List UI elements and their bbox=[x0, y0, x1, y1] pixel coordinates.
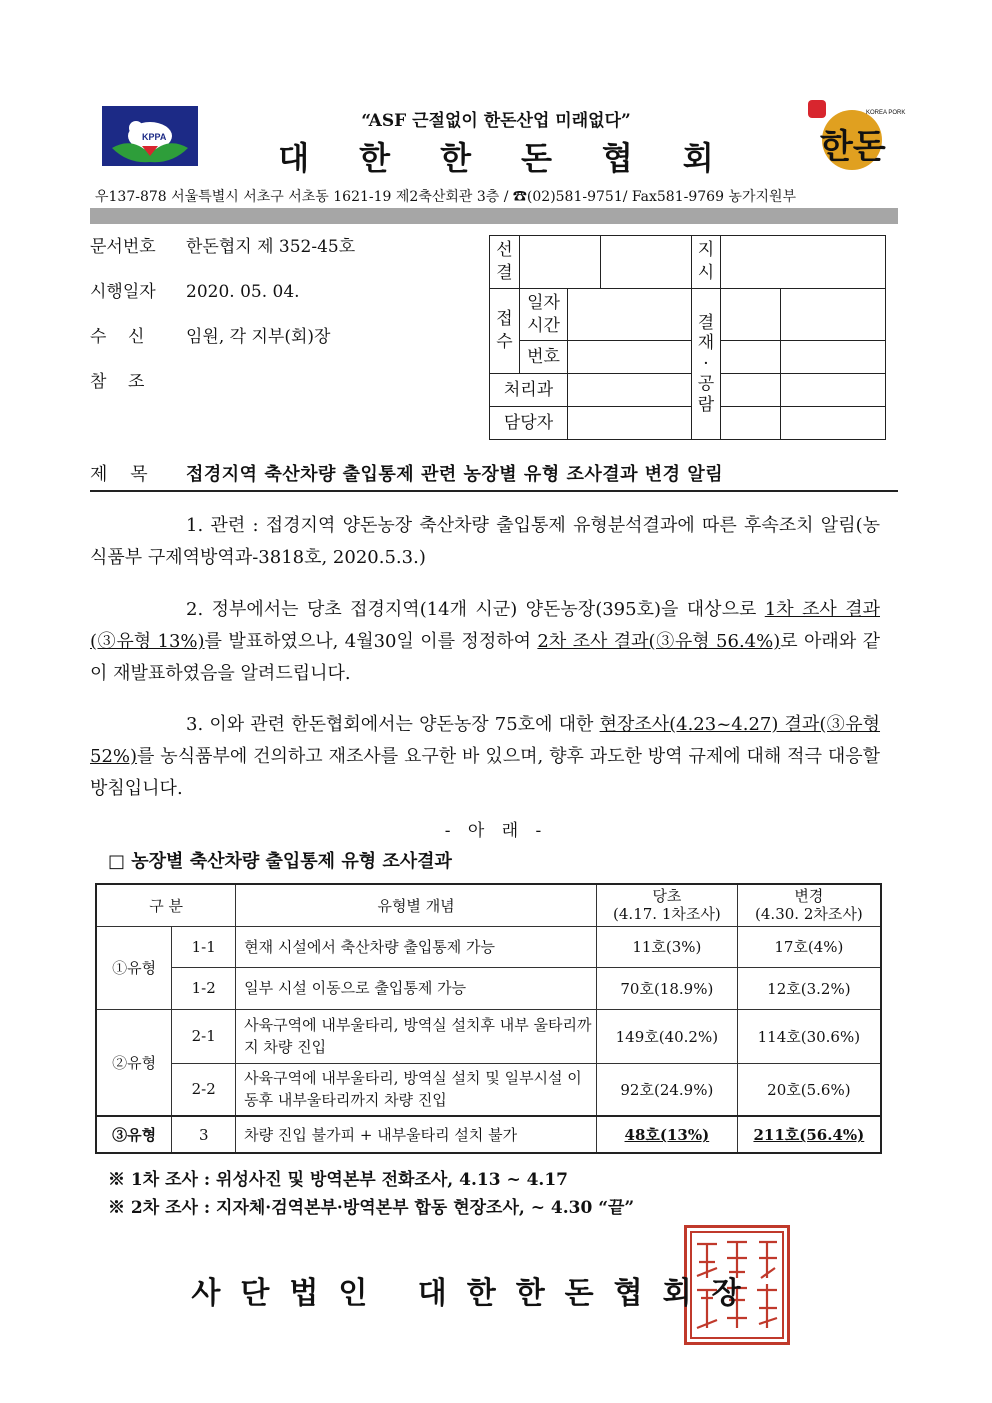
group-cell: ①유형 bbox=[96, 926, 172, 1009]
damdangja-cell bbox=[568, 407, 692, 440]
header-original-title: 당초 bbox=[652, 887, 682, 906]
section-title: □ 농장별 축산차량 출입통제 유형 조사결과 bbox=[108, 851, 452, 872]
paragraph-2-underline-1: 1차 조사 결과(③유형 13%) bbox=[90, 599, 880, 652]
paragraph-3-text-a: 3. 이와 관련 한돈협회에서는 양돈농장 75호에 대한 bbox=[186, 714, 600, 735]
paragraph-2-text-c: 로 아래와 같이 재발표하였음을 알려드립니다. bbox=[90, 631, 880, 684]
gyeoljae-label: 결 재 · 공 람 bbox=[692, 289, 721, 440]
seon-gyeol-cell-2 bbox=[601, 236, 692, 289]
gyeoljae-cell bbox=[721, 289, 781, 341]
paragraph-3-underline: 현장조사(4.23~4.27) 결과(③유형 52%) bbox=[90, 714, 881, 767]
changed-cell: 20호(5.6%) bbox=[737, 1063, 881, 1116]
original-cell: 11호(3%) bbox=[597, 926, 738, 967]
damdangja-label: 담당자 bbox=[490, 407, 568, 440]
table-row bbox=[96, 967, 881, 1009]
original-cell: 149호(40.2%) bbox=[597, 1009, 738, 1063]
gyeoljae-cell bbox=[781, 289, 886, 341]
table-header-row bbox=[96, 884, 881, 926]
header-changed bbox=[737, 884, 881, 926]
subject-label: 제 목 bbox=[90, 464, 148, 485]
concept-cell: 차량 진입 불가피 + 내부울타리 설치 불가 bbox=[236, 1116, 597, 1153]
paragraph-2-text-b: 를 발표하였으나, 4월30일 이를 정정하여 bbox=[204, 631, 538, 652]
ilja-sigan-label: 일자 시간 bbox=[520, 289, 568, 341]
beonho-label: 번호 bbox=[520, 341, 568, 374]
changed-cell: 12호(3.2%) bbox=[737, 967, 881, 1009]
header-concept: 유형별 개념 bbox=[236, 884, 597, 926]
svg-text:한돈: 한돈 bbox=[820, 127, 886, 167]
org-name: 대한한돈협회 bbox=[278, 139, 764, 177]
seon-gyeol-cell-1 bbox=[520, 236, 601, 289]
code-cell: 2-1 bbox=[172, 1009, 236, 1063]
results-table bbox=[95, 883, 882, 1154]
group-cell: ②유형 bbox=[96, 1009, 172, 1116]
gyeoljae-cell bbox=[781, 341, 886, 374]
concept-cell: 사육구역에 내부울타리, 방역실 설치 및 일부시설 이동후 내부울타리까지 차량 진입 bbox=[236, 1063, 597, 1116]
table-row bbox=[96, 1116, 881, 1153]
table-row bbox=[96, 1009, 881, 1063]
paragraph-2 bbox=[90, 594, 880, 690]
gyeoljae-cell bbox=[781, 374, 886, 407]
svg-text:KPPA: KPPA bbox=[142, 132, 167, 142]
address-line: 우137-878 서울특별시 서초구 서초동 1621-19 제2축산회관 3층 / ☎(02)581-9751/ Fax581-9769 농가지원부 bbox=[95, 189, 797, 205]
table-row bbox=[96, 1063, 881, 1116]
meta-reference bbox=[90, 367, 186, 392]
header-changed-title: 변경 bbox=[794, 887, 824, 906]
ilja-sigan-cell bbox=[568, 289, 692, 341]
cheorigwa-label: 처리과 bbox=[490, 374, 568, 407]
seon-gyeol-label: 선 결 bbox=[490, 236, 520, 289]
concept-cell: 일부 시설 이동으로 출입통제 가능 bbox=[236, 967, 597, 1009]
meta-doc-number bbox=[90, 232, 355, 257]
changed-cell: 17호(4%) bbox=[737, 926, 881, 967]
code-cell: 3 bbox=[172, 1116, 236, 1153]
subject-line bbox=[90, 460, 723, 486]
header-divider-bar bbox=[90, 208, 898, 224]
approval-box bbox=[489, 235, 886, 440]
cheorigwa-cell bbox=[568, 374, 692, 407]
beonho-cell bbox=[568, 341, 692, 374]
ji-si-label: 지 시 bbox=[692, 236, 721, 289]
subject-underline bbox=[90, 490, 898, 492]
signature-line: 사단법인 대한한돈협회장 bbox=[191, 1276, 761, 1311]
header-original bbox=[597, 884, 738, 926]
meta-date bbox=[90, 277, 300, 302]
meta-value: 한돈협지 제 352-45호 bbox=[186, 237, 356, 257]
header-changed-sub: (4.30. 2차조사) bbox=[755, 905, 863, 924]
original-cell: 48호(13%) bbox=[597, 1116, 738, 1153]
paragraph-3 bbox=[90, 709, 880, 805]
paragraph-2-text-a: 2. 정부에서는 당초 접경지역(14개 시군) 양돈농장(395호)을 대상으로 bbox=[186, 599, 765, 620]
header-original-sub: (4.17. 1차조사) bbox=[613, 905, 721, 924]
code-cell: 2-2 bbox=[172, 1063, 236, 1116]
gyeoljae-cell bbox=[721, 407, 781, 440]
note-second-survey: ※ 2차 조사 : 지자체·검역본부·방역본부 합동 현장조사, ~ 4.30 “끝” bbox=[108, 1198, 635, 1218]
code-cell: 1-1 bbox=[172, 926, 236, 967]
paragraph-3-text-b: 를 농식품부에 건의하고 재조사를 요구한 바 있으며, 향후 과도한 방역 규제에 대해 적극 대응할 방침입니다. bbox=[90, 746, 880, 799]
original-cell: 92호(24.9%) bbox=[597, 1063, 738, 1116]
subject-text: 접경지역 축산차량 출입통제 관련 농장별 유형 조사결과 변경 알림 bbox=[186, 464, 724, 485]
concept-cell: 현재 시설에서 축산차량 출입통제 가능 bbox=[236, 926, 597, 967]
paragraph-2-underline-2: 2차 조사 결과(③유형 56.4%) bbox=[537, 631, 781, 652]
svg-text:KOREA PORK: KOREA PORK bbox=[866, 110, 906, 116]
meta-value: 2020. 05. 04. bbox=[186, 282, 300, 302]
original-cell: 70호(18.9%) bbox=[597, 967, 738, 1009]
meta-key: 수 신 bbox=[90, 327, 145, 347]
changed-cell: 114호(30.6%) bbox=[737, 1009, 881, 1063]
gyeoljae-cell bbox=[721, 374, 781, 407]
paragraph-1 bbox=[90, 510, 880, 574]
note-first-survey: ※ 1차 조사 : 위성사진 및 방역본부 전화조사, 4.13 ~ 4.17 bbox=[108, 1170, 569, 1190]
group-cell: ③유형 bbox=[96, 1116, 172, 1153]
meta-key: 참 조 bbox=[90, 372, 145, 392]
below-label: - 아 래 - bbox=[444, 821, 548, 841]
table-row bbox=[96, 926, 881, 967]
code-cell: 1-2 bbox=[172, 967, 236, 1009]
concept-cell: 사육구역에 내부울타리, 방역실 설치후 내부 울타리까지 차량 진입 bbox=[236, 1009, 597, 1063]
changed-cell: 211호(56.4%) bbox=[737, 1116, 881, 1153]
paragraph-1-text: 1. 관련 : 접경지역 양돈농장 축산차량 출입통제 유형분석결과에 따른 후속조치 알림(농식품부 구제역방역과-3818호, 2020.5.3.) bbox=[90, 515, 880, 568]
meta-key: 시행일자 bbox=[90, 282, 156, 302]
gyeoljae-cell bbox=[721, 341, 781, 374]
motto: “ASF 근절없이 한돈산업 미래없다” bbox=[361, 111, 631, 131]
meta-key: 문서번호 bbox=[90, 237, 156, 257]
meta-value: 임원, 각 지부(회)장 bbox=[186, 327, 331, 347]
gyeoljae-cell bbox=[781, 407, 886, 440]
ji-si-cell bbox=[721, 236, 886, 289]
jeop-su-label: 접 수 bbox=[490, 289, 520, 374]
header-gubun: 구 분 bbox=[96, 884, 236, 926]
meta-recipient bbox=[90, 322, 330, 347]
